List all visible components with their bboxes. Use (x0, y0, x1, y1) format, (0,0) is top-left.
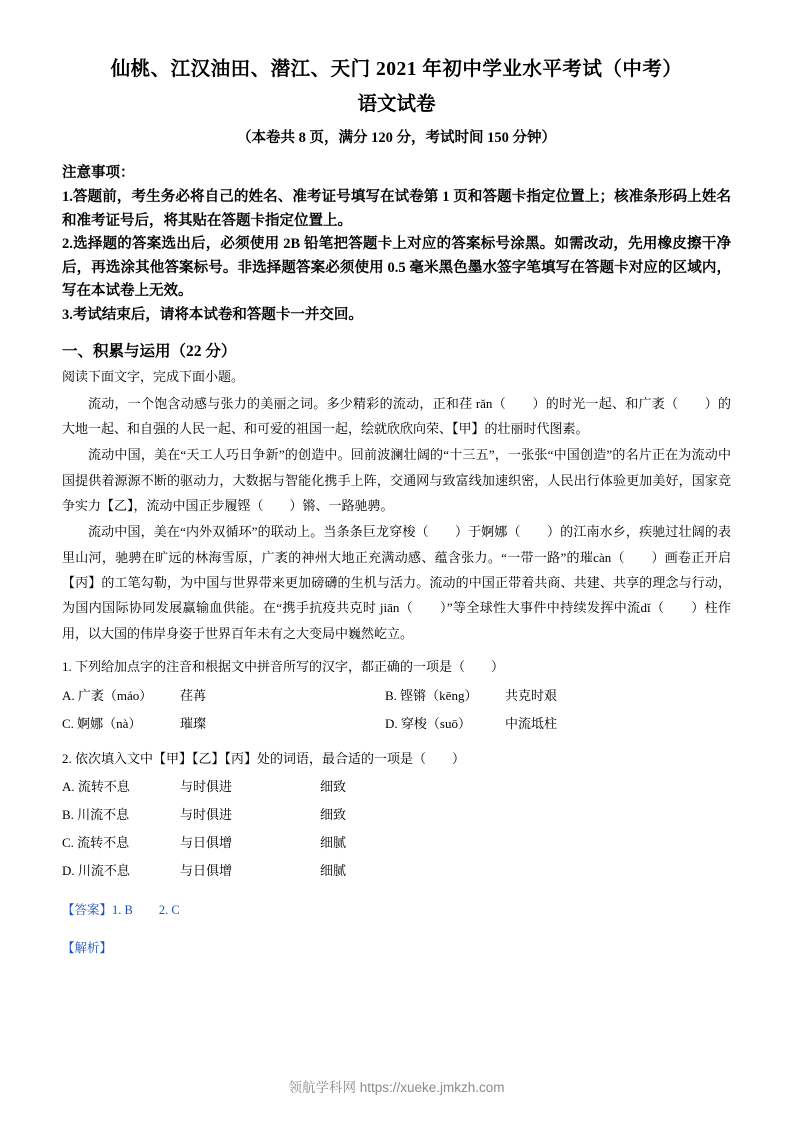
option-b-third: 细致 (320, 807, 347, 823)
exam-note: （本卷共 8 页，满分 120 分，考试时间 150 分钟） (237, 130, 556, 147)
footer-watermark: 领航学科网 https://xueke.jmkzh.com (288, 1080, 505, 1095)
notice-heading: 注意事项： (62, 165, 135, 182)
question-2-stem: 2. 依次填入文中【甲】【乙】【丙】处的词语，最合适的一项是（ ） (62, 750, 466, 766)
option-row (62, 682, 731, 710)
option-row[interactable] (62, 801, 731, 829)
option-a-word: 荏苒 (180, 687, 207, 703)
option-d-first: D. 川流不息 (62, 863, 130, 879)
option-c-second: 与日俱增 (180, 835, 233, 851)
option-b-label[interactable]: B. 铿锵（kēng） (385, 687, 478, 703)
option-a-label[interactable]: A. 广袤（máo） (62, 687, 153, 703)
analysis-label: 【解析】 (62, 940, 113, 955)
section-heading: 一、积累与运用（22 分） (62, 343, 237, 361)
passage-paragraph-2: 流动中国，美在“天工人巧日争新”的创造中。回前波澜壮阔的“十三五”，一张张“中国创造”的名片正在为流动中国提供着源源不断的驱动力，大数据与智能化携手上阵，交通网与致富线加速织密，人民出行体验更加美好，国家竞争实力【乙】，流动中国正步履铿（ ）锵、一路驰骋。 (62, 447, 731, 514)
option-c-word: 璀璨 (180, 715, 207, 731)
section-lead: 阅读下面文字，完成下面小题。 (62, 369, 245, 385)
option-row (62, 710, 731, 738)
option-d-second: 与日俱增 (180, 863, 233, 879)
option-b-first: B. 川流不息 (62, 807, 130, 823)
option-a-second: 与时俱进 (180, 779, 233, 795)
notice-item-1: 1.答题前，考生务必将自己的姓名、准考证号填写在试卷第 1 页和答题卡指定位置上；核准条形码上姓名和准考证号后，将其贴在答题卡指定位置上。 (62, 189, 731, 229)
option-d-label[interactable]: D. 穿梭（suō） (385, 715, 471, 731)
option-c-first: C. 流转不息 (62, 835, 130, 851)
option-b-word: 共克时艰 (505, 687, 558, 703)
option-d-third: 细腻 (320, 863, 347, 879)
option-a-first: A. 流转不息 (62, 779, 130, 795)
option-row[interactable] (62, 773, 731, 801)
option-a-third: 细致 (320, 779, 347, 795)
notice-item-2: 2.选择题的答案选出后，必须使用 2B 铅笔把答题卡上对应的答案标号涂黑。如需改动，先用橡皮擦干净后，再选涂其他答案标号。非选择题答案必须使用 0.5 毫米黑色墨水签字笔填写在答题卡对应的区域内，写在本试卷上无效。 (62, 236, 731, 300)
analysis-block (62, 938, 731, 956)
notice-item-3: 3.考试结束后，请将本试卷和答题卡一并交回。 (62, 306, 363, 323)
option-d-word: 中流坻柱 (505, 715, 558, 731)
passage-paragraph-1: 流动，一个饱含动感与张力的美丽之词。多少精彩的流动，正和荏 rǎn（ ）的时光一起、和广袤（ ）的大地一起、和自强的人民一起、和可爱的祖国一起，绘就欣欣向荣、【甲】的壮丽时代图素。 (62, 395, 731, 436)
question-1-options (62, 682, 731, 738)
answer-item-1: 1. B (112, 903, 133, 918)
option-row[interactable] (62, 857, 731, 885)
page-title-line1: 仙桃、江汉油田、潜江、天门 2021 年初中学业水平考试（中考） (110, 59, 683, 80)
option-c-third: 细腻 (320, 835, 347, 851)
page-title-line2: 语文试卷 (357, 94, 436, 116)
question-2-options (62, 773, 731, 885)
option-c-label[interactable]: C. 婀娜（nà） (62, 715, 142, 731)
passage-paragraph-3: 流动中国，美在“内外双循环”的联动上。当条条巨龙穿梭（ ）于婀娜（ ）的江南水乡，疾驰过壮阔的表里山河，驰骋在旷远的林海雪原，广袤的神州大地正充满动感、蕴含张力。“一带一路”的璀càn（ ）画卷正开启【丙】的工笔勾勒，为中国与世界带来更加磅礴的生机与活力。流动的中国正带着共商、共建、共享的理念与行动，为国内国际协同发展赢输血供能。在“携手抗疫共克时 jiān（ ）”等全球性大事件中持续发挥中流dǐ（ ）柱作用，以大国的伟岸身姿于世界百年未有之大变局中巍然屹立。 (62, 524, 731, 641)
option-b-second: 与时俱进 (180, 807, 233, 823)
answer-item-2: 2. C (158, 903, 180, 918)
question-1-stem: 1. 下列给加点字的注音和根据文中拼音所写的汉字，都正确的一项是（ ） (62, 659, 505, 675)
answer-label: 【答案】 (62, 903, 113, 918)
answer-block (62, 899, 731, 922)
option-row[interactable] (62, 829, 731, 857)
